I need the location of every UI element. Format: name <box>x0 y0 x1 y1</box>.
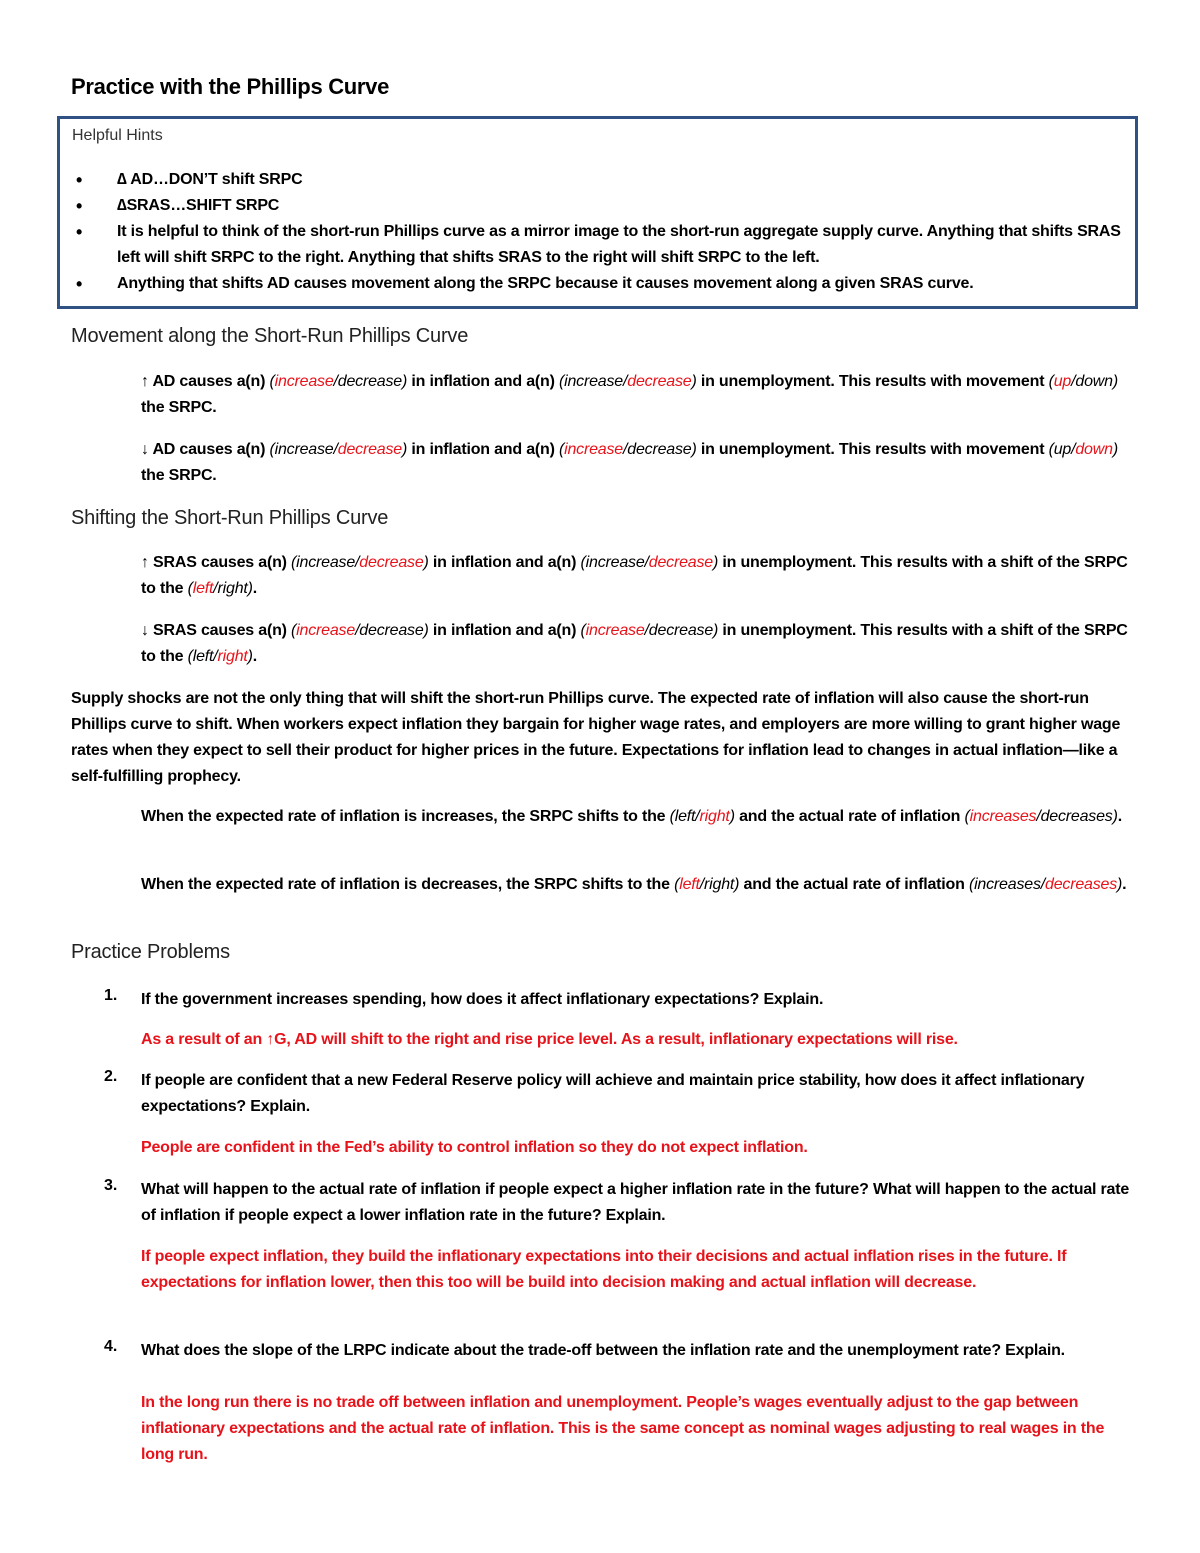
problem-number: 4. <box>104 1338 118 1355</box>
problem-answer: As a result of an ↑G, AD will shift to the right and rise price level. As a result, inflationary expectations will rise. <box>141 1031 958 1048</box>
problem-answer: People are confident in the Fed’s ability to control inflation so they do not expect inflation. <box>141 1139 808 1156</box>
hints-heading: Helpful Hints <box>72 127 163 144</box>
problem-number: 3. <box>104 1177 118 1194</box>
hint-item: • Anything that shifts AD causes movement along the SRPC because it causes movement along a given SRAS curve. <box>72 271 1122 297</box>
movement-ad-increase: ↑ AD causes a(n) (increase/decrease) in inflation and a(n) (increase/decrease) in unemployment. This results with movement (up/down) the SRPC. <box>141 373 1118 416</box>
section-heading-shifting: Shifting the Short-Run Phillips Curve <box>71 507 389 529</box>
hint-item: • ∆SRAS…SHIFT SRPC <box>72 193 1122 219</box>
problem-answer: In the long run there is no trade off between inflation and unemployment. People’s wages eventually adjust to the gap between inflationary expectations and the actual rate of inflation. This is the same concept as nominal wages adjusting to real wages in the long run. <box>141 1394 1105 1463</box>
problem-number: 2. <box>104 1068 118 1085</box>
shifting-sras-increase: ↑ SRAS causes a(n) (increase/decrease) in inflation and a(n) (increase/decrease) in unemployment. This results with a shift of the SRPC to the (left/right). <box>141 554 1128 597</box>
hints-list <box>72 167 1122 297</box>
problem-question: What does the slope of the LRPC indicate about the trade-off between the inflation rate and the unemployment rate? Explain. <box>141 1342 1065 1359</box>
page-title: Practice with the Phillips Curve <box>71 74 390 99</box>
shifting-sras-decrease: ↓ SRAS causes a(n) (increase/decrease) in inflation and a(n) (increase/decrease) in unemployment. This results with a shift of the SRPC to the (left/right). <box>141 622 1128 665</box>
expected-inflation-increases: When the expected rate of inflation is increases, the SRPC shifts to the (left/right) and the actual rate of inflation (increases/decreases). <box>141 808 1122 825</box>
hint-item: • ∆ AD…DON’T shift SRPC <box>72 167 1122 193</box>
helpful-hints-box <box>57 116 1138 309</box>
problem-question: If the government increases spending, how does it affect inflationary expectations? Explain. <box>141 991 824 1008</box>
supply-shocks-paragraph: Supply shocks are not the only thing that will shift the short-run Phillips curve. The expected rate of inflation will also cause the short-run Phillips curve to shift. When workers expect inflation they bargain for higher wage rates, and employers are more willing to grant higher wage rates when they expect to sell their product for higher prices in the future. Expectations for inflation lead to changes in actual inflation—like a self-fulfilling prophecy. <box>71 690 1121 785</box>
hint-item: • It is helpful to think of the short-run Phillips curve as a mirror image to the short-run aggregate supply curve. Anything that shifts SRAS left will shift SRPC to the right. Anything that shifts SRAS to the right will shift SRPC to the left. <box>72 219 1122 271</box>
problem-number: 1. <box>104 987 118 1004</box>
section-heading-practice: Practice Problems <box>71 941 230 963</box>
problem-question: What will happen to the actual rate of inflation if people expect a higher inflation rate in the future? What will happen to the actual rate of inflation if people expect a lower inflation rate in the future? Explain. <box>141 1181 1130 1224</box>
expected-inflation-decreases: When the expected rate of inflation is decreases, the SRPC shifts to the (left/right) and the actual rate of inflation (increases/decreases). <box>141 876 1127 893</box>
problem-answer: If people expect inflation, they build the inflationary expectations into their decisions and actual inflation rises in the future. If expectations for inflation lower, then this too will be build into decision making and actual inflation will decrease. <box>141 1248 1067 1291</box>
section-heading-movement: Movement along the Short-Run Phillips Curve <box>71 325 469 347</box>
problem-question: If people are confident that a new Federal Reserve policy will achieve and maintain price stability, how does it affect inflationary expectations? Explain. <box>141 1072 1085 1115</box>
movement-ad-decrease: ↓ AD causes a(n) (increase/decrease) in inflation and a(n) (increase/decrease) in unemployment. This results with movement (up/down) the SRPC. <box>141 441 1118 484</box>
